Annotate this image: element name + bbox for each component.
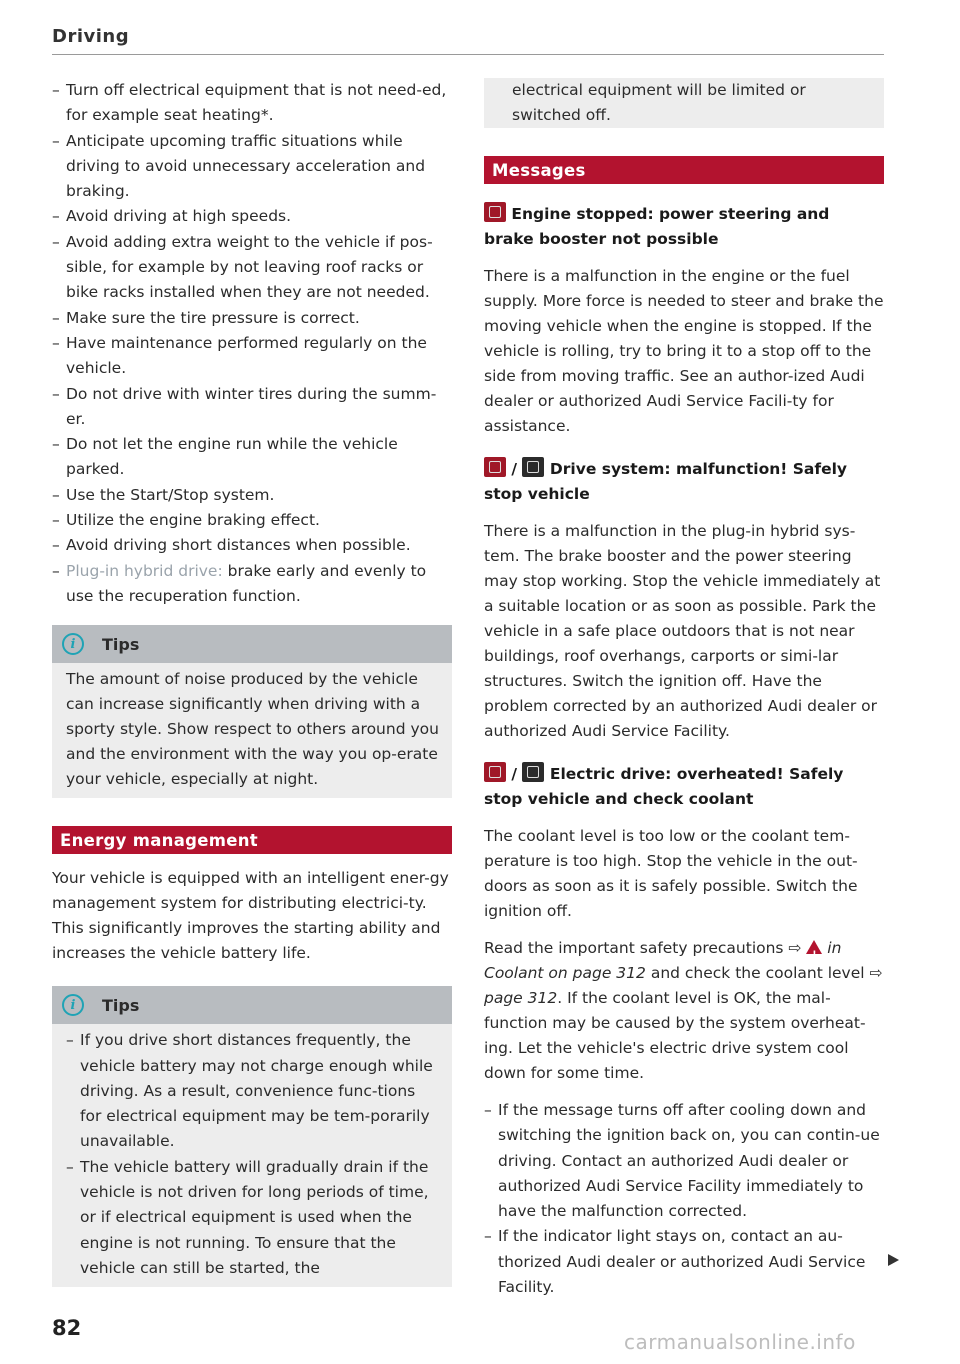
page-reference-link[interactable]: ⇨ page 312 xyxy=(484,964,883,1007)
list-item xyxy=(52,559,452,610)
tips-box xyxy=(52,986,452,1287)
indicator-lamp-icon xyxy=(522,457,544,477)
tips-label: Tips xyxy=(102,634,140,654)
list-item: – Do not let the engine run while the vehicle parked. xyxy=(52,432,452,483)
message-title xyxy=(484,202,884,252)
message-body: The coolant level is too low or the coolant tem-perature is too high. Stop the vehicle in the out-doors as soon as it is safely possible. Switch the ignition off. xyxy=(484,827,858,920)
message-title-text: Drive system: malfunction! Safely stop vehicle xyxy=(484,460,848,503)
tips-list xyxy=(66,1028,440,1281)
list-item: – Avoid driving at high speeds. xyxy=(52,204,452,229)
left-column xyxy=(52,78,452,1287)
tips-box xyxy=(52,625,452,798)
instructions-list xyxy=(484,1098,884,1300)
list-item: – Do not drive with winter tires during the summ-er. xyxy=(52,382,452,433)
message-title xyxy=(484,457,884,507)
warning-triangle-icon: ! xyxy=(806,940,822,954)
continued-tip-box: electrical equipment will be limited or switched off. xyxy=(484,78,884,128)
indicator-lamp-icon xyxy=(522,762,544,782)
page-section-title: Driving xyxy=(52,26,130,47)
list-item: – Avoid adding extra weight to the vehicle if pos-sible, for example by not leaving roof racks or bike racks installed when they are not needed. xyxy=(52,230,452,306)
messages-heading: Messages xyxy=(484,156,884,184)
indicator-lamp-icon xyxy=(484,762,506,782)
text-run: Read the important safety precautions ⇨ xyxy=(484,939,807,957)
list-item: – Have maintenance performed regularly on the vehicle. xyxy=(52,331,452,382)
list-item: – Use the Start/Stop system. xyxy=(52,483,452,508)
info-icon: i xyxy=(62,994,84,1016)
tips-header xyxy=(52,625,452,663)
energy-management-body: Your vehicle is equipped with an intelligent ener-gy management system for distributing electrici-ty. This significantly improves the starting ability and increases the vehicle battery life. xyxy=(52,869,449,963)
indicator-lamp-icon xyxy=(484,457,506,477)
page-number: 82 xyxy=(52,1316,82,1340)
tips-label: Tips xyxy=(102,995,140,1015)
message-body: There is a malfunction in the plug-in hybrid sys-tem. The brake booster and the power steering may stop working. Stop the vehicle immediately at a suitable location or as soon as possible. Park the vehicle in a safe place outdoors that is not near buildings, roof overhangs, carports or simi-lar structures. Switch the ignition off. Have the problem corrected by an authorized Audi dealer or authorized Audi Service Facility. xyxy=(484,522,881,740)
message-body-safety xyxy=(484,936,884,1086)
message-title xyxy=(484,762,884,812)
tips-header xyxy=(52,986,452,1024)
watermark: carmanualsonline.info xyxy=(624,1330,856,1354)
message-body: There is a malfunction in the engine or the fuel supply. More force is needed to steer and brake the moving vehicle when the engine is stopped. If the vehicle is rolling, try to bring it to a stop off to the side from moving traffic. See an author-ized Audi dealer or authorized Audi Service Facili-ty for assistance. xyxy=(484,267,884,435)
list-item: – If the message turns off after cooling down and switching the ignition back on, you can contin-ue driving. Contact an authorized Audi dealer or authorized Audi Service Facility immediately to have the malfunction corrected. xyxy=(484,1098,884,1224)
tips-body: The amount of noise produced by the vehicle can increase significantly when driving with a sporty style. Show respect to others around you and the environment with the way you op-erate your vehicle, especially at night. xyxy=(66,670,439,789)
text-run: and check the coolant level xyxy=(645,964,870,982)
cross-reference-link[interactable]: in Coolant on page 312 xyxy=(484,939,842,982)
text-run: . If the coolant level is OK, the mal-function may be caused by the system overheat-ing. Let the vehicle's electric drive system cool down for some time. xyxy=(484,989,866,1082)
separator: / xyxy=(511,460,518,478)
list-item: – Turn off electrical equipment that is not need-ed, for example seat heating*. xyxy=(52,78,452,129)
hybrid-text: brake early and evenly to use the recuperation function. xyxy=(66,561,427,605)
list-item: – If you drive short distances frequently, the vehicle battery may not charge enough while driving. As a result, convenience func-tions for electrical equipment may be tem-porarily unavailable. xyxy=(66,1028,440,1154)
list-item: – Anticipate upcoming traffic situations while driving to avoid unnecessary acceleration and braking. xyxy=(52,129,452,205)
list-item: – The vehicle battery will gradually drain if the vehicle is not driven for long periods of time, or if electrical equipment is used when the engine is not running. To ensure that the vehicle can still be started, the xyxy=(66,1155,440,1281)
indicator-lamp-icon xyxy=(484,202,506,222)
hybrid-label: Plug-in hybrid drive: xyxy=(66,561,223,580)
energy-management-heading: Energy management xyxy=(52,826,452,854)
list-item: – Make sure the tire pressure is correct. xyxy=(52,306,452,331)
list-item: – Utilize the engine braking effect. xyxy=(52,508,452,533)
info-icon: i xyxy=(62,633,84,655)
page-header xyxy=(52,26,884,55)
tips-list xyxy=(52,78,452,609)
list-item: – If the indicator light stays on, contact an au-thorized Audi dealer or authorized Audi Service Facility. xyxy=(484,1224,884,1300)
list-item: – Avoid driving short distances when possible. xyxy=(52,533,452,558)
message-title-text: Engine stopped: power steering and brake booster not possible xyxy=(484,205,830,248)
message-title-text: Electric drive: overheated! Safely stop vehicle and check coolant xyxy=(484,765,844,808)
separator: / xyxy=(511,765,518,783)
right-column xyxy=(484,78,884,1300)
continue-arrow-icon xyxy=(888,1254,899,1266)
tips-body xyxy=(52,1024,452,1287)
